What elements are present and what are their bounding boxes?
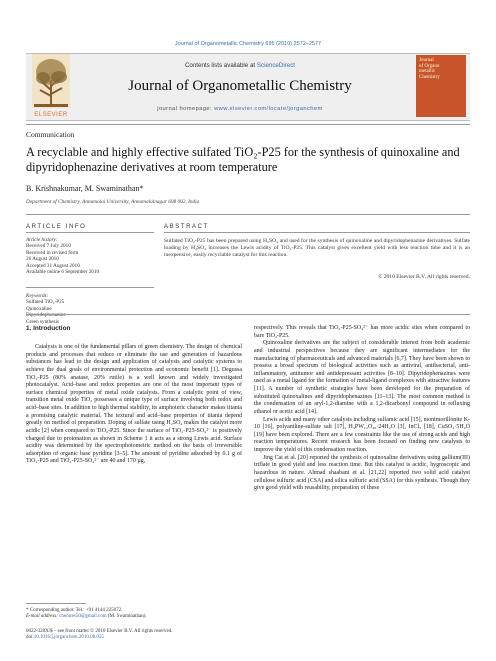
author-affiliation: Department of Chemistry, Annamalai University, Annamalainagar 608 002, India xyxy=(26,199,200,205)
issn-line: 0022-328X/$ – see front matter © 2010 Elsevier B.V. All rights reserved. xyxy=(26,629,173,634)
journal-cover-title xyxy=(419,58,463,80)
history-line: Accepted 31 August 2010 xyxy=(26,262,80,269)
keyword: Quinoxaline xyxy=(26,305,52,312)
citation-line[interactable]: Journal of Organometallic Chemistry 695 (2010) 2572–2577 xyxy=(174,41,322,47)
keyword: Sulfated TiO₂-P25 xyxy=(26,299,65,306)
body-divider xyxy=(26,314,470,315)
corresponding-author-footnote xyxy=(26,608,242,621)
abstract-heading: ABSTRACT xyxy=(164,224,209,230)
keywords-rule xyxy=(26,287,154,288)
keyword: Dipyridophenazine xyxy=(26,312,66,319)
keyword: Green synthesis xyxy=(26,318,59,325)
homepage-prefix: journal homepage: xyxy=(157,106,213,112)
body-paragraph: Catalysis is one of the fundamental pillars of green chemistry. The design of chemical products and processes that reduce or eliminate the use and generation of hazardous substances has lead to the design and application of catalysts and catalytic systems to achieve the dual goals of environmental protection and economic benefit [1]. Degussa TiO₂-P25 (80% anatase, 20% rutile) is a well known and widely investigated photocatalyst. Acid–base and redox properties are one of the most important types of surface chemical properties of metal oxide catalysts. From a catalytic point of view, transition metal oxide TiO₂ possesses a unique type of surface involving both redox and acid–base sites. In addition to high thermal stability, its amphoteric character makes titania a promising catalytic material. The textural and acid–base properties of titania depend greatly on method of preparation. Doping of sulfate using H₂SO₄ makes the catalyst more acidic [2] when compared to TiO₂-P25. Since the surface of TiO₂-P25-SO₄²⁻ is positively charged due to protonation as shown in Scheme 1 it acts as a strong Lewis acid. Surface acidity was determined by the spectrophotometric method on the basis of irreversible adsorption of organic base pyridine [3–5]. The amount of pyridine adsorbed by 0.1 g of TiO₂-P25 and TiO₂-P25-SO₄²⁻ are 40 and 170 µg, xyxy=(26,344,242,465)
journal-title: Journal of Organometallic Chemistry xyxy=(128,78,352,94)
body-paragraph: respectively. This reveals that TiO₂-P25-SO₄²⁻ has more acidic sites when compared to bare TiO₂-P25. xyxy=(254,325,470,339)
email-line xyxy=(26,614,242,620)
article-title: A recyclable and highly effective sulfated TiO₂-P25 for the synthesis of quinoxaline and dipyridophenazine derivatives at room temperature xyxy=(26,145,460,174)
corresponding-line: * Corresponding author. Tel.: +91 4144 225072. xyxy=(26,608,123,613)
left-column xyxy=(26,344,242,466)
doi-prefix: doi: xyxy=(26,635,34,641)
cover-title-line: Journal xyxy=(419,58,434,63)
copyright-notice: © 2010 Elsevier B.V. All rights reserved. xyxy=(378,274,470,280)
article-history xyxy=(26,237,154,275)
introduction-heading: 1. Introduction xyxy=(26,325,71,332)
author-list: B. Krishnakumar, M. Swaminathan* xyxy=(26,184,144,193)
cover-title-line: of Organo xyxy=(419,63,440,69)
cover-title-line: Chemistry xyxy=(419,74,440,80)
keywords-block xyxy=(26,293,154,325)
email-suffix: (M. Swaminathan). xyxy=(107,614,147,620)
doi-link[interactable]: 10.1016/j.jorganchem.2010.08.055 xyxy=(33,635,104,641)
email-prefix: E-mail address: xyxy=(26,614,58,620)
contents-line xyxy=(90,62,390,69)
issn-doi-block xyxy=(26,629,242,642)
footnote-rule xyxy=(26,603,86,604)
history-line: Available online 6 September 2010 xyxy=(26,269,100,276)
contents-prefix: Contents lists available at xyxy=(184,62,256,69)
elsevier-tree-logo xyxy=(26,50,76,120)
history-label: Article history: xyxy=(26,237,58,243)
history-line: Received in revised form xyxy=(26,249,79,256)
header-divider xyxy=(26,214,470,215)
masthead-divider xyxy=(26,124,470,125)
body-paragraph: Quinoxaline derivatives are the subject of considerable interest from both academic and industrial perspectives because they are significant intermediates for the manufacturing of pharmaceuticals and advanced materials [6,7]. They have been shown to possess a broad spectrum of biological activities such as antiviral, antibacterial, anti-inflammatory, antitumor and antidepressant activities [8–10]. Dipyridophenazines were used as a metal ligand for the formation of metal-ligand complexes with attractive features [11]. A number of synthetic strategies have been developed for the preparation of substituted quinoxalines and dipyridophenazines [11–13]. The most common method is the condensation of an aryl-1,2-diamine with a 1,2-dicarbonyl compound in refluxing ethanol or acetic acid [14]. xyxy=(254,340,470,415)
abstract-rule xyxy=(164,232,470,233)
article-info-rule xyxy=(26,232,154,233)
homepage-link[interactable]: www.elsevier.com/locate/jorganchem xyxy=(214,106,323,112)
article-type: Communication xyxy=(26,130,75,139)
publisher-name: ELSEVIER xyxy=(34,112,68,118)
cover-title-line: metallic xyxy=(419,69,436,75)
body-paragraph: Lewis acids and many other catalysts including sulfamic acid [15], montmorillonite K-10 [16], polyaniline-sulfate salt [17], H₃PW₁₂O₄₀·24H₂O [3], InCl₃ [18], CuSO₄·5H₂O [19] have been explored. There are a few constraints like the use of strong acids and high reaction temperatures. Recent research has been focused on finding new catalysts to improve the yield of this condensation reaction. xyxy=(254,416,470,453)
history-line: 26 August 2010 xyxy=(26,256,59,263)
right-column xyxy=(254,325,470,493)
abstract-text: Sulfated TiO₂-P25 has been prepared using H₂SO₄ and used for the synthesis of quinoxaline and dipyridophenazine derivatives. Sulfate loading by H₂SO₄ increases the Lewis acidity of TiO₂-P25. This catalyst gives excellent yield with less reaction time and it is an inexpensive, easily recyclable catalyst for this reaction. xyxy=(164,238,470,258)
keywords-label: Keywords: xyxy=(26,293,49,299)
body-paragraph: Jing Cai et al. [20] reported the synthesis of quinoxaline derivatives using gallium(III) triflate in good yield and less reaction time. But this catalyst is acidic, hygroscopic and hazardous in nature. Ahmad shaabani et al. [21,22] reported two solid acid catalyst cellulose sulfuric acid (CSA) and silica sulfuric acid (SSA) for this synthesis. Though they give good yield with reusability, preparation of these xyxy=(254,454,470,492)
sciencedirect-link[interactable]: ScienceDirect xyxy=(256,62,296,69)
history-line: Received 7 July 2010 xyxy=(26,243,71,250)
journal-homepage xyxy=(90,106,390,112)
article-info-heading: ARTICLE INFO xyxy=(26,224,87,230)
email-link[interactable]: chemres50@gmail.com xyxy=(59,614,107,620)
doi-line xyxy=(26,635,242,641)
